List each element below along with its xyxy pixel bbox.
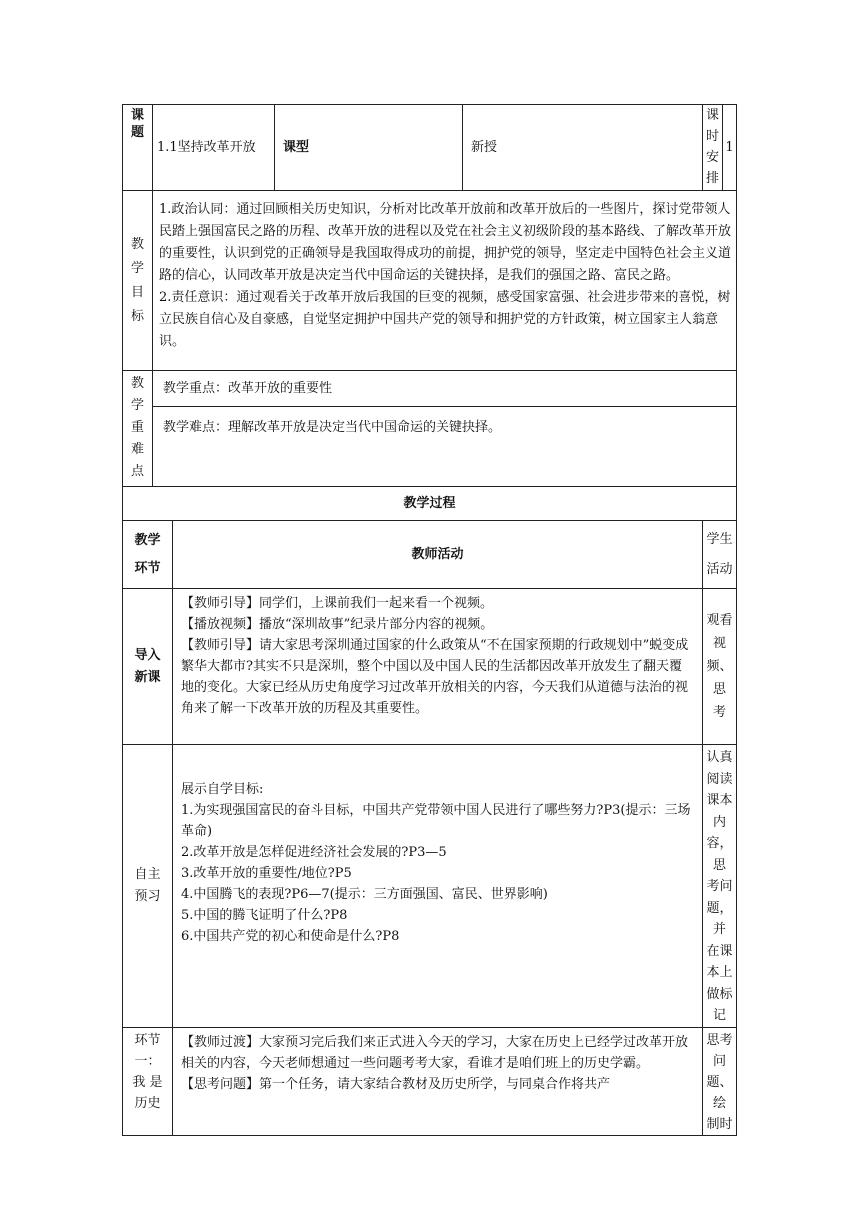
process-title-cell [123,487,737,521]
teacher-activity-line: 3.改革开放的重要性/地位?P5 [181,866,352,881]
stage-header-line: 教学 [134,532,161,548]
process-title: 教学过程 [403,495,456,511]
key-label-char: 教 [130,376,144,391]
key-focus-cell [153,371,737,407]
stage-line: 环节 [134,1032,161,1048]
teacher-activity-line: 5.中国的腾飞证明了什么?P8 [181,908,348,923]
student-activity-cell [703,1027,737,1135]
objectives-label-char: 标 [130,308,144,324]
key-focus: 教学重点：改革开放的重要性 [163,380,333,396]
hours-value-cell [723,105,737,191]
key-label-char: 重 [130,420,144,435]
teacher-activity-line: 1.为实现强国富民的奋斗目标，中国共产党带领中国人民进行了哪些努力?P3(提示：三场革命) [181,803,691,839]
student-activity-line: 本上 [706,965,733,980]
student-activity-line: 认真 [706,750,733,765]
student-activity-line: 考 [712,705,726,720]
key-label-char: 难 [130,442,144,457]
hours-label-char: 课 [705,108,719,123]
teacher-activity-cell [173,745,703,1028]
student-activity-line: 阅读 [706,771,733,787]
student-activity-line: 题、绘 [706,1074,733,1111]
student-activity-line: 在课 [706,943,733,959]
key-label-char: 点 [130,464,144,479]
objective-item: 2.责任意识：通过观看关于改革开放后我国的巨变的视频，感受国家富强、社会进步带来的喜悦，树立民族自信心及自豪感，自觉坚定拥护中国共产党的领导和拥护党的方针政策，树立国家主人翁意识。 [159,290,731,349]
stage-line: 导入 [134,647,161,663]
student-header-line: 活动 [706,561,733,577]
student-activity-line: 记 [712,1008,726,1023]
teacher-activity-line: 4.中国腾飞的表现?P6—7(提示：三方面强国、富民、世界影响) [181,887,548,902]
student-activity-cell [703,745,737,1028]
stage-cell [123,589,173,745]
hours-label-char: 排 [705,171,719,186]
objective-item: 1.政治认同：通过回顾相关历史知识，分析对比改革开放前和改革开放后的一些图片，探讨党带领人民踏上强国富民之路的历程、改革开放的进程以及党在社会主义初级阶段的基本路线、了解改革开放的重要性，认识到党的正确领导是我国取得成功的前提，拥护党的领导，坚定走中国特色社会主义道路的信心，认同改革开放是决定当代中国命运的关键抉择，是我们的强国之路、富民之路。 [159,202,732,283]
process-row-preview [123,745,737,1028]
stage-header-cell [123,521,173,589]
type-label: 课型 [283,139,310,155]
process-row-intro [123,589,737,745]
objectives-content [153,191,737,371]
student-activity-line: 内 [712,814,726,830]
type-value-cell [463,105,703,191]
hours-label-char: 时 [705,129,719,144]
process-header-row [123,521,737,589]
hours-label-cell [703,105,723,191]
stage-line: 自主 [134,866,161,882]
teacher-activity-line: 【播放视频】播放“深圳故事”纪录片部分内容的视频。 [181,617,494,632]
stage-line: 新课 [134,669,161,685]
student-activity-line: 思考 [706,1032,733,1048]
key-difficulty-row [123,407,737,487]
teacher-activity-line: 2.改革开放是怎样促进经济社会发展的?P3—5 [181,845,447,860]
header-row [123,105,737,191]
teacher-header-cell [173,521,703,589]
type-value: 新授 [471,139,498,155]
stage-line: 预习 [134,888,161,904]
key-difficulty: 教学难点：理解改革开放是决定当代中国命运的关键抉择。 [163,420,502,435]
stage-line: 历史 [134,1095,161,1111]
teacher-activity-line: 展示自学目标: [181,782,264,797]
student-activity-line: 制时 [706,1116,733,1132]
topic-label: 课题 [130,108,144,140]
student-header-line: 学生 [706,531,733,547]
hours-label-char: 安 [705,150,719,165]
stage-header-line: 环节 [134,560,161,576]
student-activity-line: 题，并 [706,900,733,937]
key-difficulty-cell [153,407,737,487]
type-label-cell [275,105,463,191]
teacher-activity-line: 【教师过渡】大家预习完后我们来正式进入今天的学习，大家在历史上已经学过改革开放相关的内容，今天老师想通过一些问题考考大家，看谁才是咱们班上的历史学霸。 [181,1034,689,1071]
teacher-activity-line: 6.中国共产党的初心和使命是什么?P8 [181,929,400,944]
objectives-label-char: 学 [130,260,144,276]
lesson-plan [122,104,736,1136]
objectives-row [123,191,737,371]
process-title-row [123,487,737,521]
student-activity-line: 频、思 [706,659,733,697]
stage-cell [123,1027,173,1135]
objectives-label-char: 目 [130,284,144,300]
student-activity-line: 视 [712,636,726,651]
topic-label-cell [123,105,153,191]
student-activity-line: 问 [712,1053,726,1069]
process-row-section-one [123,1027,737,1135]
student-activity-line: 考问 [706,879,733,894]
topic-value: 1.1坚持改革开放 [157,139,256,155]
teacher-activity-cell [173,589,703,745]
stage-line: 一： [134,1053,161,1069]
hours-value: 1 [725,139,734,155]
topic-value-cell [153,105,275,191]
key-focus-row [123,371,737,407]
student-activity-line: 课本 [706,793,733,808]
teacher-header: 教师活动 [411,546,464,562]
stage-line: 我 是 [132,1074,163,1090]
key-label-char: 学 [130,398,144,413]
objectives-label-cell [123,191,153,371]
teacher-activity-line: 【教师引导】同学们，上课前我们一起来看一个视频。 [181,596,494,611]
student-activity-line: 容，思 [706,836,733,873]
student-activity-line: 观看 [706,613,733,628]
key-points-label-cell [123,371,153,487]
lesson-plan-table [122,104,737,1136]
student-activity-cell [703,589,737,745]
student-header-cell [703,521,737,589]
teacher-activity-line: 【思考问题】第一个任务，请大家结合教材及历史所学，与同桌合作将共产 [181,1076,611,1092]
student-activity-line: 做标 [706,986,733,1002]
teacher-activity-cell [173,1027,703,1135]
objectives-label-char: 教 [130,236,144,252]
stage-cell [123,745,173,1028]
teacher-activity-line: 【教师引导】请大家思考深圳通过国家的什么政策从“不在国家预期的行政规划中”蜕变成繁华大都市?其实不只是深圳，整个中国以及中国人民的生活都因改革开放发生了翻天覆地的变化。大家已经从历史角度学习过改革开放相关的内容，今天我们从道德与法治的视角来了解一下改革开放的历程及其重要性。 [181,638,689,716]
